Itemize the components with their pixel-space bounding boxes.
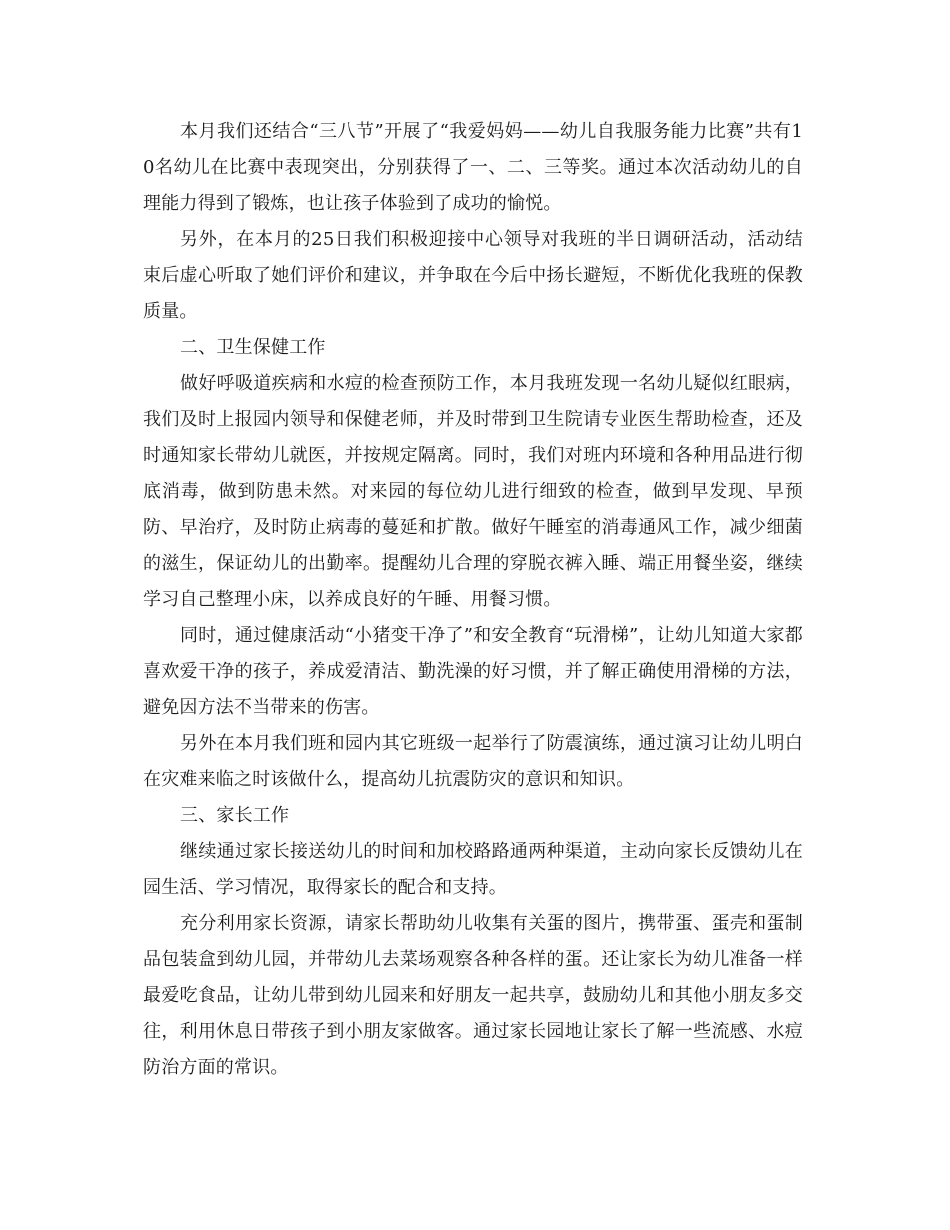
document-body [143,114,803,1086]
paragraph-disease-prevention: 做好呼吸道疾病和水痘的检查预防工作，本月我班发现一名幼儿疑似红眼病，我们及时上报园内领导和保健老师，并及时带到卫生院请专业医生帮助检查，还及时通知家长带幼儿就医，并按规定隔离。同时，我们对班内环境和各种用品进行彻底消毒，做到防患未然。对来园的每位幼儿进行细致的检查，做到早发现、早预防、早治疗，及时防止病毒的蔓延和扩散。做好午睡室的消毒通风工作，减少细菌的滋生，保证幼儿的出勤率。提醒幼儿合理的穿脱衣裤入睡、端正用餐坐姿，继续学习自己整理小床，以养成良好的午睡、用餐习惯。 [143,373,803,610]
section-heading-health: 二、卫生保健工作 [180,337,326,358]
paragraph-parent-feedback: 继续通过家长接送幼儿的时间和加校路路通两种渠道，主动向家长反馈幼儿在园生活、学习情况，取得家长的配合和支持。 [143,841,803,898]
paragraph-research-visit: 另外，在本月的25日我们积极迎接中心领导对我班的半日调研活动，活动结束后虚心听取了她们评价和建议，并争取在今后中扬长避短，不断优化我班的保教质量。 [143,229,803,322]
section-heading-parents: 三、家长工作 [180,805,290,826]
paragraph-parent-resources: 充分利用家长资源，请家长帮助幼儿收集有关蛋的图片，携带蛋、蛋壳和蛋制品包装盒到幼儿园，并带幼儿去菜场观察各种各样的蛋。还让家长为幼儿准备一样最爱吃食品，让幼儿带到幼儿园来和好朋友一起共享，鼓励幼儿和其他小朋友多交往，利用休息日带孩子到小朋友家做客。通过家长园地让家长了解一些流感、水痘防治方面的常识。 [143,913,803,1078]
paragraph-health-education: 同时，通过健康活动“小猪变干净了”和安全教育“玩滑梯”，让幼儿知道大家都喜欢爱干净的孩子，养成爱清洁、勤洗澡的好习惯，并了解正确使用滑梯的方法，避免因方法不当带来的伤害。 [143,625,803,718]
paragraph-march-8-activity: 本月我们还结合“三八节”开展了“我爱妈妈——幼儿自我服务能力比赛”共有10名幼儿在比赛中表现突出，分别获得了一、二、三等奖。通过本次活动幼儿的自理能力得到了锻炼，也让孩子体验到了成功的愉悦。 [143,121,803,214]
paragraph-earthquake-drill: 另外在本月我们班和园内其它班级一起举行了防震演练，通过演习让幼儿明白在灾难来临之时该做什么，提高幼儿抗震防灾的意识和知识。 [143,733,803,790]
